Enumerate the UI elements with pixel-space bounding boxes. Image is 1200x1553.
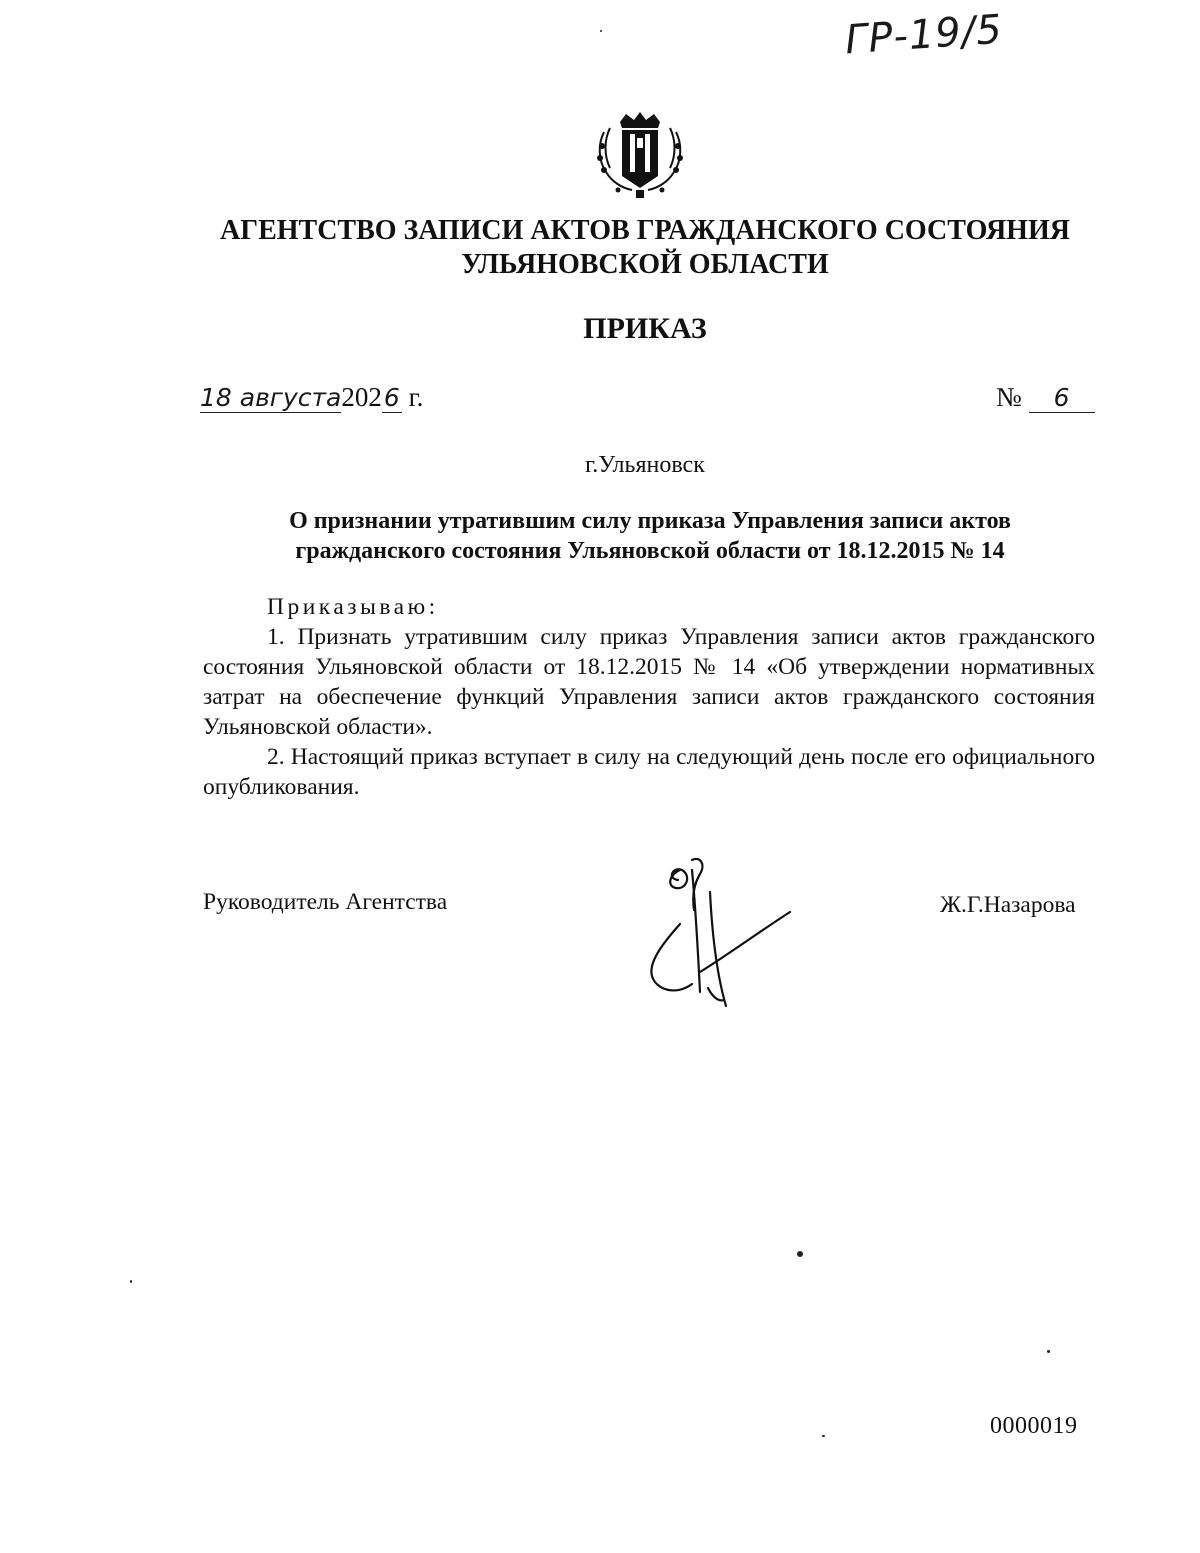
subject-line-2: гражданского состояния Ульяновской области от 18.12.2015 № 14	[295, 538, 1005, 564]
scan-speck	[797, 1251, 803, 1257]
order-item-2: 2. Настоящий приказ вступает в силу на следующий день после его официального опубликования.	[203, 744, 1095, 800]
scan-speck	[130, 1280, 132, 1283]
scan-speck	[1047, 1350, 1050, 1353]
document-type-heading: ПРИКАЗ	[583, 312, 707, 345]
issue-city: г.Ульяновск	[585, 452, 705, 478]
signer-name: Ж.Г.Назарова	[940, 892, 1076, 918]
number-value: 6	[1029, 384, 1095, 413]
document-number	[996, 382, 1095, 413]
order-item-1: 1. Признать утратившим силу приказ Управления записи актов гражданского состояния Ульяновской области от 18.12.2015 № 14 «Об утверждении нормативных затрат на обеспечение функций Управления записи актов гражданского состояния Ульяновской области».	[203, 624, 1095, 740]
signer-title: Руководитель Агентства	[203, 889, 448, 915]
ulyanovsk-coat-of-arms-icon	[590, 110, 690, 200]
registration-note: ГР-19/5	[843, 6, 1005, 64]
agency-name-line-2: УЛЬЯНОВСКОЙ ОБЛАСТИ	[461, 249, 829, 280]
order-body	[203, 592, 1095, 802]
scan-speck	[600, 30, 602, 32]
date-year-prefix: 202	[341, 382, 382, 412]
date-year-suffix: г.	[408, 382, 424, 412]
document-serial-number: 0000019	[990, 1413, 1078, 1439]
handwritten-signature-icon	[640, 852, 810, 1022]
document-date	[200, 382, 423, 413]
date-year-digit: 6	[382, 384, 402, 413]
agency-name-line-1: АГЕНТСТВО ЗАПИСИ АКТОВ ГРАЖДАНСКОГО СОСТОЯНИЯ	[220, 215, 1070, 246]
date-day-month: 18 августа	[200, 383, 342, 412]
scan-speck	[822, 1435, 825, 1437]
order-preamble: Приказываю:	[267, 594, 439, 620]
subject-line-1: О признании утратившим силу приказа Управления записи актов	[289, 508, 1011, 534]
number-label: №	[996, 382, 1022, 412]
